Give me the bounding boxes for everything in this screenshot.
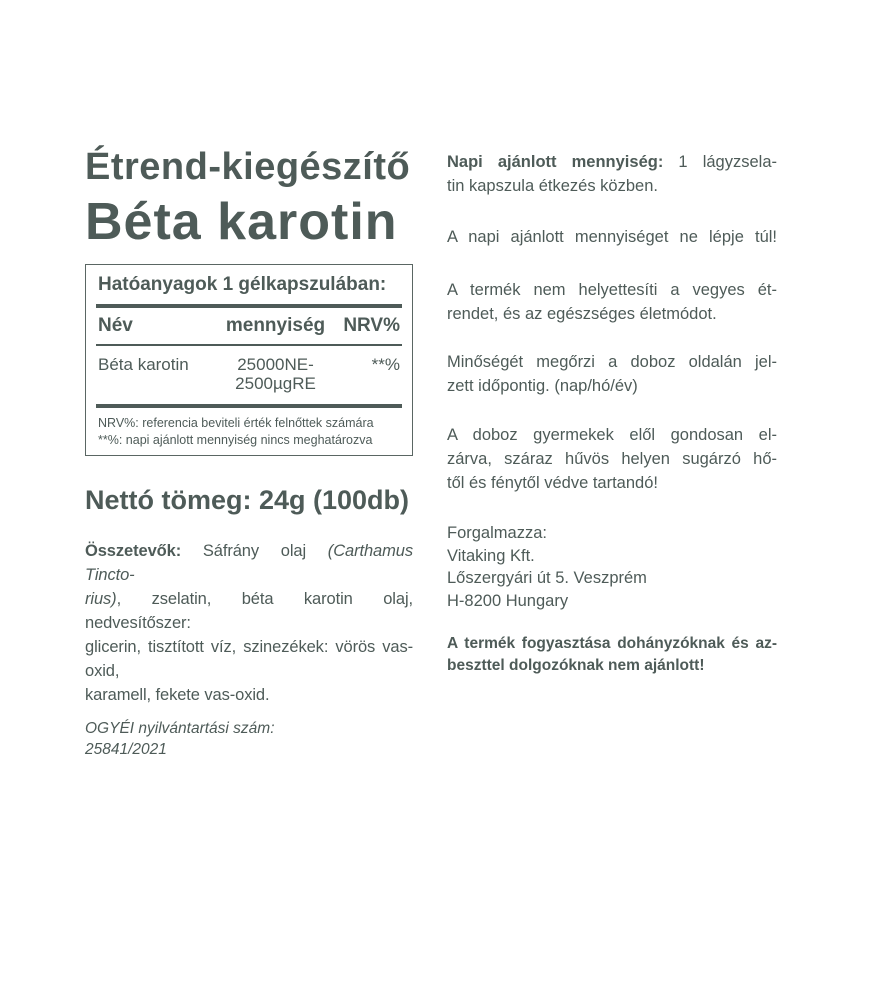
storage-paragraph: A doboz gyermekek elől gondosan el- zárva, száraz hűvös helyen sugárzó hő- től és fénytől védve tartandó! [447,426,777,492]
ingredient-nrv: **% [371,355,400,374]
divider-thick [96,304,402,308]
supplement-supertitle: Étrend-kiegészítő [85,146,411,188]
ingredients-label: Összetevők: [85,542,182,560]
divider-medium [96,344,402,346]
distributor-address: Lőszergyári út 5. Veszprém [447,569,647,587]
dosage-line-2: tin kapszula étkezés közben. [447,177,658,195]
supplement-facts-box [85,264,413,456]
ingredient-name: Béta karotin [98,355,189,374]
smokers-warning-paragraph: A termék fogyasztása dohányzóknak és az- beszttel dolgozóknak nem ajánlott! [447,635,777,674]
ingredients-line-3: glicerin, tisztított víz, szinezékek: vörös vas-oxid, [85,638,413,680]
registration-line-2: 25841/2021 [85,741,167,758]
ingredients-paragraph [85,539,413,707]
column-header-name: Név [98,315,133,336]
facts-heading: Hatóanyagok 1 gélkapszulában: [98,274,387,295]
footnote-nrv: NRV%: referencia beviteli érték felnőttek számára [98,416,374,430]
ingredients-line-1: Összetevők: Sáfrány olaj (Carthamus Tincto- [85,542,413,584]
table-row [86,355,412,393]
label-left-column [85,146,413,760]
distributor-block [447,522,777,612]
limit-warning-paragraph [447,225,777,249]
product-title: Béta karotin [85,193,398,251]
dosage-line-1: Napi ajánlott mennyiség: 1 lágyzsela- [447,153,777,171]
label-right-column [447,150,777,676]
limit-warning-line: A napi ajánlott mennyiséget ne lépje túl! [447,228,777,246]
column-header-nrv: NRV% [343,315,400,336]
dosage-label: Napi ajánlott mennyiség: [447,153,664,171]
ingredients-line-2: rius), zselatin, béta karotin olaj, nedvesítőszer: [85,590,413,632]
registration-line-1: OGYÉI nyilvántartási szám: [85,720,275,737]
facts-header-row [86,315,412,337]
distributor-country: H-8200 Hungary [447,591,569,610]
amount-line2: 2500µgRE [235,374,316,393]
facts-footnotes [86,408,412,448]
amount-line1: 25000NE- [237,355,314,374]
registration-number [85,718,413,760]
footnote-daily: **%: napi ajánlott mennyiség nincs meghatározva [98,432,373,447]
ingredients-line-4: karamell, fekete vas-oxid. [85,686,270,704]
net-weight: Nettó tömeg: 24g (100db) [85,485,410,515]
dosage-paragraph [447,150,777,198]
column-header-amount: mennyiség [225,315,326,336]
quality-paragraph: Minőségét megőrzi a doboz oldalán jel- zett időpontig. (nap/hó/év) [447,353,777,395]
distributor-company: Vitaking Kft. [447,546,535,565]
ingredient-amount [213,355,338,393]
distributor-label: Forgalmazza: [447,524,547,542]
not-substitute-paragraph: A termék nem helyettesíti a vegyes ét- rendet, és az egészséges életmódot. [447,281,777,323]
